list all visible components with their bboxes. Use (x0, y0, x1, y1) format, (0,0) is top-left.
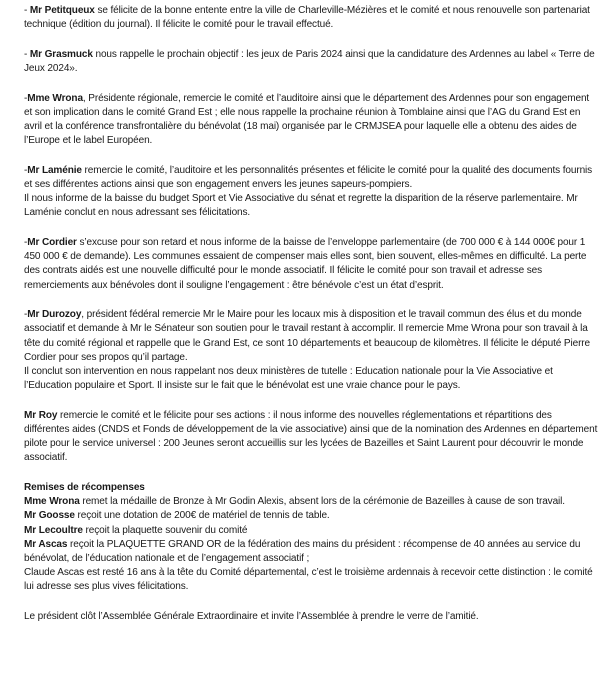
awards-section (24, 481, 598, 595)
award-item (24, 524, 598, 538)
paragraph-wrona (24, 92, 598, 149)
award-recipient: Mme Wrona (24, 496, 80, 508)
closing-paragraph: Le président clôt l’Assemblée Générale Extraordinaire et invite l’Assemblée à prendre le verre de l’amitié. (24, 611, 479, 623)
award-text: reçoit la PLAQUETTE GRAND OR de la fédération des mains du président : récompense de 40 années au service du bénévolat, de l’éducation nationale et de l’engagement associatif ; (24, 538, 581, 565)
speaker-name: Mr Durozoy (27, 309, 82, 321)
document-page (24, 4, 598, 640)
award-item (24, 495, 598, 509)
award-recipient: Mr Goosse (24, 510, 75, 522)
award-recipient: Mr Lecoultre (24, 524, 83, 536)
speaker-name: Mr Petitqueux (29, 5, 95, 16)
paragraph-prefix: - (24, 92, 28, 104)
paragraph-durozoy (24, 308, 598, 393)
paragraph-text: remercie le comité, l’auditoire et les personnalités présentes et félicite le comité pour la qualité des documents fournis et ses différentes actions ainsi que son engagement envers les jeunes sapeurs-pompiers. (24, 164, 593, 190)
award-closing-note: Claude Ascas est resté 16 ans à la tête du Comité départemental, c’est le troisième ardennais à recevoir cette distinction : le comité lui adresse ses plus vives félicitations. (24, 567, 593, 593)
paragraph-text: se félicite de la bonne entente entre la ville de Charleville-Mézières et le comité et nous renouvelle son partenariat technique (édition du journal). Il félicite le comité pour le travail effectué. (24, 5, 590, 31)
speaker-name: Mr Roy (24, 409, 58, 421)
paragraph-text: , président fédéral remercie Mr le Maire pour les locaux mis à disposition et le travail commun des élus et du monde associatif et demande à Mr le Sénateur son soutien pour le travail restant à accomplir. Il remercie Mme Wrona pour son travail à la tête du comité régional et rappelle que le Grand Est, ce sont 10 départements et beaucoup de kilomètres. Il félicite le député Pierre Cordier pour ses propos qu’il partage. (24, 309, 590, 363)
paragraph-text: s’excuse pour son retard et nous informe de la baisse de l’enveloppe parlementaire (de 700 000 € à 144 000€ pour 1 450 000 € de demande). Les communes essaient de compenser mais elles sont, bien souvent, elles-mêmes en difficulté. La perte des contrats aidés est une nouvelle difficulté pour le monde associatif. Il félicite le comité pour son travail et adresse ses remerciements aux bénévoles dont il souligne l’engagement : être bénévole c’est un état d’esprit. (24, 237, 587, 291)
paragraph-grasmuck (24, 48, 598, 76)
paragraph-prefix: - (24, 164, 28, 176)
paragraph-lamenie (24, 164, 598, 221)
paragraph-prefix: - (24, 48, 30, 60)
award-text: reçoit une dotation de 200€ de matériel de tennis de table. (74, 510, 330, 522)
award-item (24, 509, 598, 523)
paragraph-prefix: - (24, 309, 28, 321)
paragraph-text-continued: Il nous informe de la baisse du budget Sport et Vie Associative du sénat et regrette la disparition de la réserve parlementaire. Mr Laménie conclut en nous adressant ses félicitations. (24, 193, 578, 219)
speaker-name: Mme Wrona (27, 92, 83, 104)
paragraph-prefix: - (24, 237, 28, 248)
paragraph-prefix: - (24, 5, 30, 16)
award-item (24, 538, 598, 566)
award-text: remet la médaille de Bronze à Mr Godin Alexis, absent lors de la cérémonie de Bazeilles à cause de son travail. (79, 496, 565, 508)
paragraph-text: remercie le comité et le félicite pour ses actions : il nous informe des nouvelles réglementations et répartitions des différentes aides (CNDS et Fonds de développement de la vie associative) ainsi que de la nomination des Ardennes en département pilote pour le service universel : 200 Jeunes seront accueillis sur les lycées de Bazeilles et Saint Laurent pour découvrir le monde associatif. (24, 409, 598, 464)
speaker-name: Mr Grasmuck (29, 48, 93, 60)
paragraph-cordier (24, 236, 598, 293)
awards-heading: Remises de récompenses (24, 482, 145, 494)
paragraph-petitqueux (24, 4, 598, 32)
paragraph-text-continued: Il conclut son intervention en nous rappelant nos deux ministères de tutelle : Education nationale pour la Vie Associative et l’Education populaire et Sport. Il insiste sur le fait que le bénévolat est une vraie chance pour le pays. (24, 366, 553, 392)
award-text: reçoit la plaquette souvenir du comité (82, 524, 248, 536)
speaker-name: Mr Cordier (27, 237, 77, 248)
paragraph-text: nous rappelle le prochain objectif : les jeux de Paris 2024 ainsi que la candidature des Ardennes au label « Terre de Jeux 2024». (24, 48, 595, 74)
speaker-name: Mr Laménie (27, 164, 82, 176)
award-recipient: Mr Ascas (24, 538, 68, 550)
paragraph-text: , Présidente régionale, remercie le comité et l’auditoire ainsi que le département des Ardennes pour son engagement et son implication dans le comité Grand Est ; elle nous rappelle la prochaine réunion à Tomblaine ainsi que l’AG du Grand Est en avril et la conférence transfrontalière du bénévolat (18 mai) organisée par le CRMJSEA pour laquelle elle a obtenu des aides de l’Europe et le label Européen. (24, 92, 590, 147)
paragraph-roy (24, 409, 598, 466)
